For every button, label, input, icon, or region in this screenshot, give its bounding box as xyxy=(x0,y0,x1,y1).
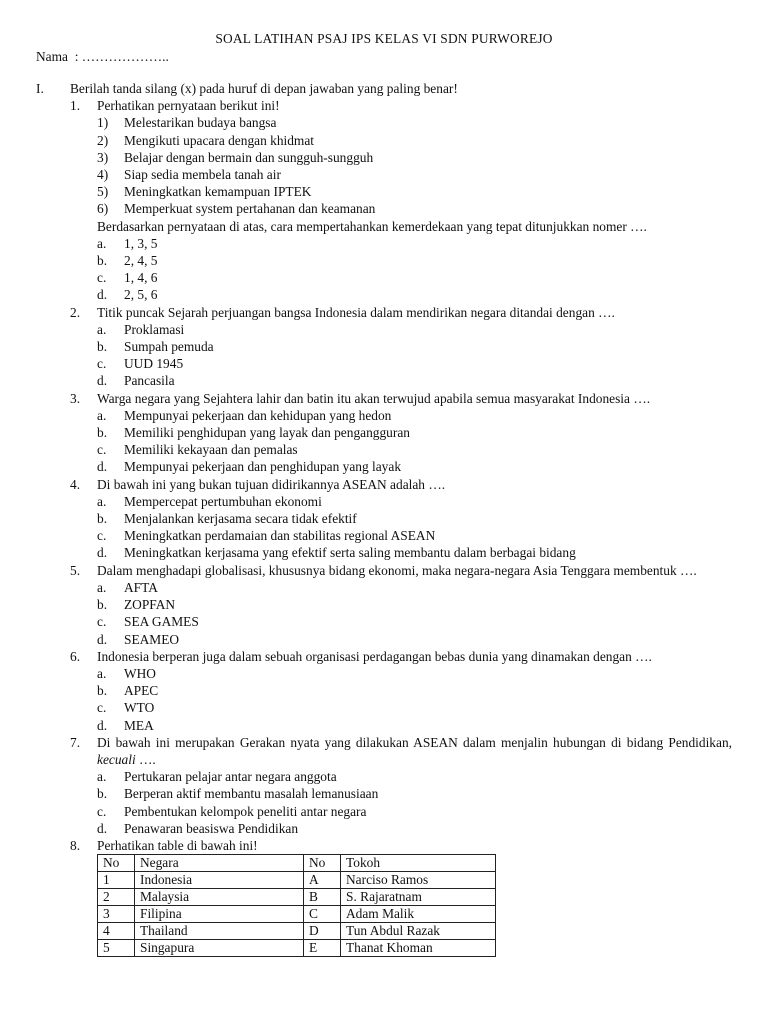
question-number: 5. xyxy=(70,562,81,578)
option-text: Meningkatkan perdamaian dan stabilitas regional ASEAN xyxy=(124,528,436,544)
answer-option-d[interactable] xyxy=(97,372,732,389)
answer-option-d[interactable] xyxy=(97,286,732,303)
table-cell: 2 xyxy=(98,889,135,906)
option-letter: b. xyxy=(97,683,108,699)
statement-number: 5) xyxy=(97,184,109,200)
statement-item xyxy=(97,200,732,217)
table-cell: Tun Abdul Razak xyxy=(341,923,496,940)
option-letter: d. xyxy=(97,631,108,647)
question-text: Indonesia berperan juga dalam sebuah organisasi perdagangan bebas dunia yang dinamakan dengan …. xyxy=(97,648,652,664)
table-cell: C xyxy=(304,906,341,923)
statement-text: Siap sedia membela tanah air xyxy=(124,167,281,183)
question-text-end: …. xyxy=(135,751,156,767)
option-letter: a. xyxy=(97,493,107,509)
question-3 xyxy=(70,390,732,476)
table-cell: 5 xyxy=(98,940,135,957)
table-cell: D xyxy=(304,923,341,940)
question-number: 3. xyxy=(70,390,81,406)
section-one xyxy=(36,80,732,957)
question-text-emphasis: kecuali xyxy=(97,751,136,767)
answer-option-b[interactable] xyxy=(97,338,732,355)
statement-text: Meningkatkan kemampuan IPTEK xyxy=(124,184,312,200)
option-text: Menjalankan kerjasama secara tidak efektif xyxy=(124,511,357,527)
option-text: 2, 4, 5 xyxy=(124,253,158,269)
statement-list xyxy=(97,114,732,217)
option-letter: b. xyxy=(97,786,108,802)
option-letter: a. xyxy=(97,665,107,681)
answer-options xyxy=(97,407,732,476)
statement-text: Mengikuti upacara dengan khidmat xyxy=(124,132,315,148)
option-text: Pancasila xyxy=(124,373,175,389)
answer-option-c[interactable] xyxy=(97,441,732,458)
page-title: SOAL LATIHAN PSAJ IPS KELAS VI SDN PURWOREJO xyxy=(215,31,553,46)
question-1 xyxy=(70,97,732,303)
table-header-no-tokoh: No xyxy=(304,855,341,872)
option-letter: c. xyxy=(97,614,107,630)
table-cell: 4 xyxy=(98,923,135,940)
name-blank: : ……………….. xyxy=(74,49,169,64)
option-letter: b. xyxy=(97,425,108,441)
option-letter: c. xyxy=(97,700,107,716)
option-text: Proklamasi xyxy=(124,321,185,337)
matching-table xyxy=(97,854,496,957)
table-cell: Filipina xyxy=(135,906,304,923)
question-4 xyxy=(70,476,732,562)
answer-options xyxy=(97,493,732,562)
answer-options xyxy=(97,768,732,837)
answer-option-b[interactable] xyxy=(97,252,732,269)
option-letter: c. xyxy=(97,803,107,819)
option-letter: b. xyxy=(97,597,108,613)
question-7 xyxy=(70,734,732,837)
answer-option-a[interactable] xyxy=(97,665,732,682)
table-cell: Narciso Ramos xyxy=(341,872,496,889)
answer-options xyxy=(97,235,732,304)
statement-number: 3) xyxy=(97,149,109,165)
option-text: 1, 3, 5 xyxy=(124,235,158,251)
question-text-main: Di bawah ini merupakan Gerakan nyata yang dilakukan ASEAN dalam menjalin hubungan di bidang Pendidikan, xyxy=(97,734,732,750)
option-text: AFTA xyxy=(124,579,158,595)
statement-number: 1) xyxy=(97,115,109,131)
option-text: 2, 5, 6 xyxy=(124,287,158,303)
option-text: Mempunyai pekerjaan dan penghidupan yang layak xyxy=(124,459,402,475)
option-text: Mempunyai pekerjaan dan kehidupan yang hedon xyxy=(124,407,392,423)
option-letter: c. xyxy=(97,442,107,458)
statement-item xyxy=(97,132,732,149)
option-text: Pertukaran pelajar antar negara anggota xyxy=(124,769,337,785)
option-letter: d. xyxy=(97,717,108,733)
option-text: APEC xyxy=(124,683,159,699)
option-text: ZOPFAN xyxy=(124,597,176,613)
answer-option-c[interactable] xyxy=(97,699,732,716)
question-text xyxy=(97,734,732,768)
option-letter: d. xyxy=(97,545,108,561)
statement-item xyxy=(97,149,732,166)
table-cell: 1 xyxy=(98,872,135,889)
answer-option-a[interactable] xyxy=(97,321,732,338)
answer-option-d[interactable] xyxy=(97,544,732,561)
question-6 xyxy=(70,648,732,734)
answer-option-c[interactable] xyxy=(97,355,732,372)
answer-options xyxy=(97,665,732,734)
answer-option-b[interactable] xyxy=(97,785,732,802)
table-cell: Adam Malik xyxy=(341,906,496,923)
table-row xyxy=(98,923,496,940)
answer-option-d[interactable] xyxy=(97,458,732,475)
answer-option-b[interactable] xyxy=(97,596,732,613)
statement-item xyxy=(97,183,732,200)
option-letter: b. xyxy=(97,339,108,355)
answer-option-c[interactable] xyxy=(97,269,732,286)
option-text: SEA GAMES xyxy=(124,614,199,630)
answer-option-a[interactable] xyxy=(97,235,732,252)
table-cell: E xyxy=(304,940,341,957)
option-text: WTO xyxy=(124,700,155,716)
statement-text: Memperkuat system pertahanan dan keamanan xyxy=(124,201,376,217)
statement-text: Melestarikan budaya bangsa xyxy=(124,115,277,131)
table-cell: A xyxy=(304,872,341,889)
answer-option-b[interactable] xyxy=(97,424,732,441)
table-cell: Indonesia xyxy=(135,872,304,889)
question-5 xyxy=(70,562,732,648)
table-cell: Thailand xyxy=(135,923,304,940)
option-text: 1, 4, 6 xyxy=(124,270,158,286)
table-row xyxy=(98,872,496,889)
name-label: Nama xyxy=(36,49,68,64)
table-row xyxy=(98,906,496,923)
table-header-no: No xyxy=(98,855,135,872)
table-row xyxy=(98,940,496,957)
option-letter: a. xyxy=(97,407,107,423)
question-2 xyxy=(70,304,732,390)
statement-number: 2) xyxy=(97,132,109,148)
table-cell: B xyxy=(304,889,341,906)
answer-option-c[interactable] xyxy=(97,613,732,630)
answer-option-b[interactable] xyxy=(97,682,732,699)
option-text: Penawaran beasiswa Pendidikan xyxy=(124,820,299,836)
section-number: I. xyxy=(36,81,44,96)
question-text: Titik puncak Sejarah perjuangan bangsa Indonesia dalam mendirikan negara ditandai dengan …. xyxy=(97,304,615,320)
question-number: 6. xyxy=(70,648,81,664)
statement-number: 6) xyxy=(97,201,109,217)
option-letter: c. xyxy=(97,528,107,544)
answer-option-c[interactable] xyxy=(97,803,732,820)
answer-option-d[interactable] xyxy=(97,717,732,734)
table-cell: 3 xyxy=(98,906,135,923)
question-number: 8. xyxy=(70,837,81,853)
statement-text: Belajar dengan bermain dan sungguh-sungguh xyxy=(124,149,374,165)
option-text: Mempercepat pertumbuhan ekonomi xyxy=(124,493,322,509)
question-text: Warga negara yang Sejahtera lahir dan batin itu akan terwujud apabila semua masyarakat Indonesia …. xyxy=(97,390,651,406)
answer-option-c[interactable] xyxy=(97,527,732,544)
table-header-row xyxy=(98,855,496,872)
option-text: Memiliki penghidupan yang layak dan pengangguran xyxy=(124,425,410,441)
option-text: Memiliki kekayaan dan pemalas xyxy=(124,442,298,458)
option-text: Sumpah pemuda xyxy=(124,339,214,355)
answer-option-d[interactable] xyxy=(97,820,732,837)
answer-option-d[interactable] xyxy=(97,631,732,648)
table-header-tokoh: Tokoh xyxy=(341,855,496,872)
name-line xyxy=(36,48,732,66)
table-cell: Singapura xyxy=(135,940,304,957)
option-text: SEAMEO xyxy=(124,631,180,647)
table-cell: Thanat Khoman xyxy=(341,940,496,957)
question-followup: Berdasarkan pernyataan di atas, cara mempertahankan kemerdekaan yang tepat ditunjukkan nomer …. xyxy=(97,218,647,234)
question-8 xyxy=(70,837,732,957)
option-text: Pembentukan kelompok peneliti antar negara xyxy=(124,803,367,819)
option-letter: a. xyxy=(97,579,107,595)
question-text: Dalam menghadapi globalisasi, khususnya bidang ekonomi, maka negara-negara Asia Tenggara membentuk …. xyxy=(97,562,697,578)
table-row xyxy=(98,889,496,906)
statement-item xyxy=(97,166,732,183)
answer-option-a[interactable] xyxy=(97,579,732,596)
option-letter: a. xyxy=(97,769,107,785)
statement-item xyxy=(97,114,732,131)
answer-option-a[interactable] xyxy=(97,407,732,424)
option-text: WHO xyxy=(124,665,156,681)
question-number: 2. xyxy=(70,304,81,320)
option-text: Meningkatkan kerjasama yang efektif serta saling membantu dalam berbagai bidang xyxy=(124,545,576,561)
option-text: MEA xyxy=(124,717,154,733)
section-instruction: Berilah tanda silang (x) pada huruf di depan jawaban yang paling benar! xyxy=(70,81,458,96)
option-text: UUD 1945 xyxy=(124,356,184,372)
option-letter: c. xyxy=(97,270,107,286)
question-text: Perhatikan table di bawah ini! xyxy=(97,837,258,853)
question-number: 4. xyxy=(70,476,81,492)
question-text: Perhatikan pernyataan berikut ini! xyxy=(97,98,280,114)
option-letter: d. xyxy=(97,820,108,836)
table-header-negara: Negara xyxy=(135,855,304,872)
question-number: 7. xyxy=(70,734,81,750)
question-text: Di bawah ini yang bukan tujuan didirikannya ASEAN adalah …. xyxy=(97,476,446,492)
question-number: 1. xyxy=(70,98,81,114)
option-letter: d. xyxy=(97,287,108,303)
option-text: Berperan aktif membantu masalah lemanusiaan xyxy=(124,786,379,802)
option-letter: a. xyxy=(97,321,107,337)
option-letter: a. xyxy=(97,235,107,251)
answer-option-a[interactable] xyxy=(97,493,732,510)
statement-number: 4) xyxy=(97,167,109,183)
option-letter: d. xyxy=(97,459,108,475)
table-cell: S. Rajaratnam xyxy=(341,889,496,906)
answer-options xyxy=(97,579,732,648)
answer-options xyxy=(97,321,732,390)
option-letter: b. xyxy=(97,511,108,527)
option-letter: d. xyxy=(97,373,108,389)
table-cell: Malaysia xyxy=(135,889,304,906)
answer-option-a[interactable] xyxy=(97,768,732,785)
answer-option-b[interactable] xyxy=(97,510,732,527)
option-letter: c. xyxy=(97,356,107,372)
option-letter: b. xyxy=(97,253,108,269)
